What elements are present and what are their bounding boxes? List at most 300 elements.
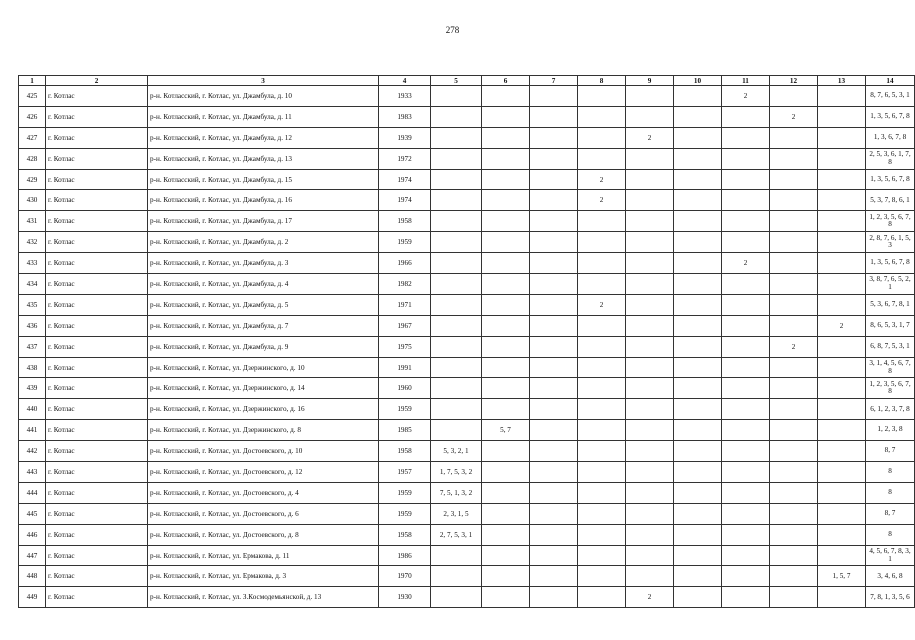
- table-row: [19, 482, 915, 503]
- table-cell: [431, 294, 482, 315]
- table-row: [19, 378, 915, 399]
- table-cell: р-н. Котласский, г. Котлас, ул. З.Космодемьянской, д. 13: [148, 587, 379, 608]
- table-cell: [818, 441, 866, 462]
- table-cell: [530, 253, 578, 274]
- table-cell: 1986: [379, 545, 431, 566]
- table-cell: 2: [818, 315, 866, 336]
- table-cell: г. Котлас: [46, 169, 148, 190]
- table-cell: 426: [19, 106, 46, 127]
- table-cell: [530, 169, 578, 190]
- table-cell: [482, 503, 530, 524]
- table-cell: [530, 399, 578, 420]
- table-cell: [818, 357, 866, 378]
- table-cell: г. Котлас: [46, 106, 148, 127]
- table-cell: [722, 524, 770, 545]
- table-cell: [578, 503, 626, 524]
- table-cell: [722, 336, 770, 357]
- table-cell: [626, 148, 674, 169]
- table-cell: 8: [866, 524, 915, 545]
- table-cell: 2, 3, 1, 5: [431, 503, 482, 524]
- table-cell: 1971: [379, 294, 431, 315]
- table-cell: 449: [19, 587, 46, 608]
- table-cell: [674, 357, 722, 378]
- table-cell: [818, 336, 866, 357]
- table-cell: 2, 8, 7, 6, 1, 5, 3: [866, 232, 915, 253]
- column-header: 4: [379, 76, 431, 86]
- table-cell: [722, 106, 770, 127]
- table-cell: 2: [722, 253, 770, 274]
- table-cell: [674, 169, 722, 190]
- table-cell: [818, 503, 866, 524]
- table-cell: [770, 462, 818, 483]
- table-cell: 1959: [379, 482, 431, 503]
- table-cell: р-н. Котласский, г. Котлас, ул. Достоевского, д. 8: [148, 524, 379, 545]
- table-cell: [530, 566, 578, 587]
- table-cell: р-н. Котласский, г. Котлас, ул. Джамбула, д. 7: [148, 315, 379, 336]
- table-cell: [818, 211, 866, 232]
- table-cell: [482, 127, 530, 148]
- table-cell: [818, 399, 866, 420]
- table-cell: [626, 315, 674, 336]
- table-cell: [674, 315, 722, 336]
- table-cell: 1982: [379, 274, 431, 295]
- table-cell: [626, 399, 674, 420]
- table-cell: [770, 503, 818, 524]
- column-header: 14: [866, 76, 915, 86]
- column-header: 12: [770, 76, 818, 86]
- table-cell: [722, 294, 770, 315]
- table-cell: [770, 399, 818, 420]
- table-cell: г. Котлас: [46, 399, 148, 420]
- table-cell: [674, 482, 722, 503]
- table-cell: 3, 8, 7, 6, 5, 2, 1: [866, 274, 915, 295]
- table-cell: [431, 86, 482, 107]
- table-cell: [818, 127, 866, 148]
- table-cell: [431, 315, 482, 336]
- table-cell: 1991: [379, 357, 431, 378]
- table-cell: [482, 106, 530, 127]
- table-cell: 442: [19, 441, 46, 462]
- table-cell: 1, 3, 5, 6, 7, 8: [866, 106, 915, 127]
- table-cell: 5, 3, 2, 1: [431, 441, 482, 462]
- table-cell: р-н. Котласский, г. Котлас, ул. Джамбула, д. 13: [148, 148, 379, 169]
- table-cell: [770, 169, 818, 190]
- table-cell: [722, 420, 770, 441]
- table-cell: 448: [19, 566, 46, 587]
- table-cell: 1, 7, 5, 3, 2: [431, 462, 482, 483]
- table-cell: [431, 378, 482, 399]
- table-cell: [674, 253, 722, 274]
- table-cell: [578, 336, 626, 357]
- table-cell: [578, 545, 626, 566]
- table-row: [19, 106, 915, 127]
- table-cell: [578, 482, 626, 503]
- table-cell: [530, 86, 578, 107]
- table-cell: [578, 399, 626, 420]
- table-cell: [770, 127, 818, 148]
- column-header: 2: [46, 76, 148, 86]
- table-cell: [770, 232, 818, 253]
- table-cell: [578, 127, 626, 148]
- table-cell: [770, 294, 818, 315]
- table-cell: [722, 378, 770, 399]
- table-cell: г. Котлас: [46, 503, 148, 524]
- table-cell: [482, 462, 530, 483]
- table-cell: [578, 441, 626, 462]
- table-cell: г. Котлас: [46, 357, 148, 378]
- table-row: [19, 294, 915, 315]
- table-cell: 8, 7: [866, 503, 915, 524]
- table-cell: 1970: [379, 566, 431, 587]
- table-cell: 447: [19, 545, 46, 566]
- table-cell: 429: [19, 169, 46, 190]
- table-cell: [482, 524, 530, 545]
- table-cell: 1966: [379, 253, 431, 274]
- table-cell: 1957: [379, 462, 431, 483]
- table-row: [19, 441, 915, 462]
- table-cell: [626, 482, 674, 503]
- table-cell: [530, 420, 578, 441]
- table-cell: г. Котлас: [46, 232, 148, 253]
- table-cell: р-н. Котласский, г. Котлас, ул. Джамбула, д. 12: [148, 127, 379, 148]
- table-cell: [818, 462, 866, 483]
- table-cell: 431: [19, 211, 46, 232]
- table-cell: р-н. Котласский, г. Котлас, ул. Джамбула, д. 17: [148, 211, 379, 232]
- table-cell: 1, 5, 7: [818, 566, 866, 587]
- table-cell: [431, 420, 482, 441]
- column-header: 1: [19, 76, 46, 86]
- table-cell: [722, 441, 770, 462]
- table-cell: [722, 127, 770, 148]
- table-cell: [674, 148, 722, 169]
- table-row: [19, 274, 915, 295]
- table-cell: 6, 8, 7, 5, 3, 1: [866, 336, 915, 357]
- table-cell: [431, 274, 482, 295]
- table-cell: [818, 545, 866, 566]
- table-cell: [530, 524, 578, 545]
- table-cell: 6, 1, 2, 3, 7, 8: [866, 399, 915, 420]
- table-cell: [674, 503, 722, 524]
- table-cell: 1, 3, 5, 6, 7, 8: [866, 253, 915, 274]
- table-row: [19, 462, 915, 483]
- table-cell: 8: [866, 482, 915, 503]
- table-cell: 441: [19, 420, 46, 441]
- table-cell: [482, 441, 530, 462]
- table-cell: [530, 232, 578, 253]
- table-cell: г. Котлас: [46, 545, 148, 566]
- table-cell: [482, 545, 530, 566]
- table-cell: 446: [19, 524, 46, 545]
- table-cell: [578, 357, 626, 378]
- table-cell: г. Котлас: [46, 482, 148, 503]
- table-cell: 1960: [379, 378, 431, 399]
- table-cell: [578, 106, 626, 127]
- table-row: [19, 190, 915, 211]
- table-cell: [626, 106, 674, 127]
- table-cell: [722, 232, 770, 253]
- table-cell: [626, 503, 674, 524]
- table-cell: 440: [19, 399, 46, 420]
- table-cell: [770, 148, 818, 169]
- table-cell: [818, 274, 866, 295]
- column-header: 11: [722, 76, 770, 86]
- table-cell: [578, 315, 626, 336]
- column-header: 9: [626, 76, 674, 86]
- table-cell: 1, 2, 3, 5, 6, 7, 8: [866, 378, 915, 399]
- table-cell: г. Котлас: [46, 274, 148, 295]
- table-cell: [482, 211, 530, 232]
- table-cell: г. Котлас: [46, 420, 148, 441]
- table-cell: 2: [578, 190, 626, 211]
- column-header: 7: [530, 76, 578, 86]
- table-cell: [818, 106, 866, 127]
- table-cell: [674, 127, 722, 148]
- table-cell: [431, 211, 482, 232]
- column-header: 6: [482, 76, 530, 86]
- column-header: 13: [818, 76, 866, 86]
- table-cell: 428: [19, 148, 46, 169]
- table-cell: [818, 86, 866, 107]
- table-cell: [722, 315, 770, 336]
- table-cell: 1, 3, 5, 6, 7, 8: [866, 169, 915, 190]
- table-cell: 1, 2, 3, 8: [866, 420, 915, 441]
- table-cell: [770, 378, 818, 399]
- table-cell: [482, 169, 530, 190]
- table-row: [19, 566, 915, 587]
- table-cell: 1967: [379, 315, 431, 336]
- table-cell: [482, 587, 530, 608]
- table-cell: [818, 420, 866, 441]
- table-cell: [431, 336, 482, 357]
- table-cell: [431, 545, 482, 566]
- table-cell: [431, 106, 482, 127]
- table-cell: [674, 274, 722, 295]
- table-cell: 445: [19, 503, 46, 524]
- table-cell: [770, 253, 818, 274]
- table-cell: [530, 545, 578, 566]
- table-cell: 2: [626, 127, 674, 148]
- table-cell: [626, 441, 674, 462]
- table-cell: 1975: [379, 336, 431, 357]
- page-number: 278: [445, 25, 460, 35]
- table-cell: г. Котлас: [46, 315, 148, 336]
- table-cell: р-н. Котласский, г. Котлас, ул. Дзержинского, д. 8: [148, 420, 379, 441]
- table-cell: [722, 190, 770, 211]
- table-cell: 8, 6, 5, 3, 1, 7: [866, 315, 915, 336]
- table-cell: г. Котлас: [46, 86, 148, 107]
- table-cell: 1983: [379, 106, 431, 127]
- table-header-row: [19, 76, 915, 86]
- table-row: [19, 148, 915, 169]
- table-cell: [722, 169, 770, 190]
- table-cell: [818, 482, 866, 503]
- table-cell: [770, 315, 818, 336]
- table-row: [19, 545, 915, 566]
- table-cell: [674, 462, 722, 483]
- table-cell: [818, 378, 866, 399]
- table-cell: [482, 232, 530, 253]
- table-row: [19, 211, 915, 232]
- table-cell: [482, 399, 530, 420]
- table-cell: [818, 148, 866, 169]
- table-cell: [530, 127, 578, 148]
- table-cell: [626, 211, 674, 232]
- table-cell: [674, 294, 722, 315]
- table-cell: [674, 378, 722, 399]
- table-cell: [530, 503, 578, 524]
- table-cell: [770, 274, 818, 295]
- table-cell: [578, 86, 626, 107]
- table-cell: [722, 274, 770, 295]
- table-cell: [770, 587, 818, 608]
- table-cell: [626, 294, 674, 315]
- table-cell: [818, 232, 866, 253]
- table-cell: [431, 190, 482, 211]
- table-cell: [530, 106, 578, 127]
- table-cell: р-н. Котласский, г. Котлас, ул. Достоевского, д. 10: [148, 441, 379, 462]
- table-cell: р-н. Котласский, г. Котлас, ул. Джамбула, д. 9: [148, 336, 379, 357]
- table-cell: г. Котлас: [46, 378, 148, 399]
- table-cell: [530, 587, 578, 608]
- table-cell: [578, 211, 626, 232]
- table-cell: 2: [722, 86, 770, 107]
- table-cell: 1959: [379, 232, 431, 253]
- table-row: [19, 315, 915, 336]
- table-cell: г. Котлас: [46, 462, 148, 483]
- table-cell: [578, 587, 626, 608]
- table-cell: [626, 336, 674, 357]
- table-cell: р-н. Котласский, г. Котлас, ул. Джамбула, д. 2: [148, 232, 379, 253]
- table-cell: [626, 253, 674, 274]
- table-row: [19, 420, 915, 441]
- table-cell: г. Котлас: [46, 566, 148, 587]
- table-cell: [482, 336, 530, 357]
- table-cell: 7, 8, 1, 3, 5, 6: [866, 587, 915, 608]
- table-row: [19, 169, 915, 190]
- table-cell: 425: [19, 86, 46, 107]
- table-cell: [674, 545, 722, 566]
- table-cell: 433: [19, 253, 46, 274]
- table-cell: [482, 294, 530, 315]
- table-cell: [722, 587, 770, 608]
- table-cell: 2: [770, 106, 818, 127]
- table-cell: г. Котлас: [46, 127, 148, 148]
- table-cell: [674, 211, 722, 232]
- table-cell: [722, 462, 770, 483]
- table-cell: [818, 587, 866, 608]
- table-cell: [482, 148, 530, 169]
- table-cell: [626, 190, 674, 211]
- table-cell: [674, 232, 722, 253]
- table-cell: 1974: [379, 190, 431, 211]
- table-cell: [722, 211, 770, 232]
- table-cell: [482, 357, 530, 378]
- table-cell: 1, 2, 3, 5, 6, 7, 8: [866, 211, 915, 232]
- table-cell: [626, 420, 674, 441]
- table-cell: 3, 1, 4, 5, 6, 7, 8: [866, 357, 915, 378]
- table-cell: 437: [19, 336, 46, 357]
- table-cell: 2: [578, 294, 626, 315]
- table-cell: г. Котлас: [46, 336, 148, 357]
- table-cell: [722, 357, 770, 378]
- table-cell: [530, 462, 578, 483]
- table-cell: 436: [19, 315, 46, 336]
- table-cell: 432: [19, 232, 46, 253]
- table-cell: [482, 315, 530, 336]
- table-cell: [578, 566, 626, 587]
- table-cell: [770, 211, 818, 232]
- column-header: 10: [674, 76, 722, 86]
- table-cell: [530, 190, 578, 211]
- table-cell: 2: [626, 587, 674, 608]
- table-cell: 1958: [379, 524, 431, 545]
- table-cell: [530, 336, 578, 357]
- table-cell: р-н. Котласский, г. Котлас, ул. Ермакова, д. 3: [148, 566, 379, 587]
- table-cell: 1933: [379, 86, 431, 107]
- table-cell: [431, 357, 482, 378]
- table-cell: г. Котлас: [46, 148, 148, 169]
- table-cell: [626, 274, 674, 295]
- table-cell: 3, 4, 6, 8: [866, 566, 915, 587]
- table-cell: р-н. Котласский, г. Котлас, ул. Джамбула, д. 4: [148, 274, 379, 295]
- table-cell: р-н. Котласский, г. Котлас, ул. Джамбула, д. 5: [148, 294, 379, 315]
- table-cell: [431, 399, 482, 420]
- table-cell: р-н. Котласский, г. Котлас, ул. Дзержинского, д. 16: [148, 399, 379, 420]
- table-cell: [578, 420, 626, 441]
- table-cell: [626, 462, 674, 483]
- table-cell: [674, 190, 722, 211]
- table-cell: [722, 399, 770, 420]
- table-cell: [722, 566, 770, 587]
- table-cell: [626, 232, 674, 253]
- table-body: [19, 86, 915, 608]
- table-cell: [770, 420, 818, 441]
- table-cell: [722, 482, 770, 503]
- table-cell: [674, 336, 722, 357]
- table-cell: [722, 148, 770, 169]
- table-cell: 439: [19, 378, 46, 399]
- table-cell: 2, 7, 5, 3, 1: [431, 524, 482, 545]
- table-cell: 1959: [379, 399, 431, 420]
- table-cell: [578, 274, 626, 295]
- table-cell: 1974: [379, 169, 431, 190]
- table-cell: [818, 524, 866, 545]
- table-row: [19, 336, 915, 357]
- table-cell: р-н. Котласский, г. Котлас, ул. Джамбула, д. 10: [148, 86, 379, 107]
- table-cell: [770, 86, 818, 107]
- table-cell: [431, 148, 482, 169]
- table-cell: [530, 378, 578, 399]
- table-cell: р-н. Котласский, г. Котлас, ул. Дзержинского, д. 10: [148, 357, 379, 378]
- table-cell: [431, 127, 482, 148]
- table-cell: 5, 7: [482, 420, 530, 441]
- table-cell: [626, 169, 674, 190]
- table-cell: 1930: [379, 587, 431, 608]
- table-cell: [530, 294, 578, 315]
- table-cell: [770, 545, 818, 566]
- table-cell: [530, 357, 578, 378]
- table-cell: р-н. Котласский, г. Котлас, ул. Достоевского, д. 4: [148, 482, 379, 503]
- table-cell: 2, 5, 3, 6, 1, 7, 8: [866, 148, 915, 169]
- table-cell: р-н. Котласский, г. Котлас, ул. Достоевского, д. 6: [148, 503, 379, 524]
- table-cell: [578, 253, 626, 274]
- table-cell: 1, 3, 6, 7, 8: [866, 127, 915, 148]
- table-cell: [770, 441, 818, 462]
- table-cell: 1972: [379, 148, 431, 169]
- table-cell: р-н. Котласский, г. Котлас, ул. Джамбула, д. 16: [148, 190, 379, 211]
- table-cell: [431, 566, 482, 587]
- table-cell: [770, 566, 818, 587]
